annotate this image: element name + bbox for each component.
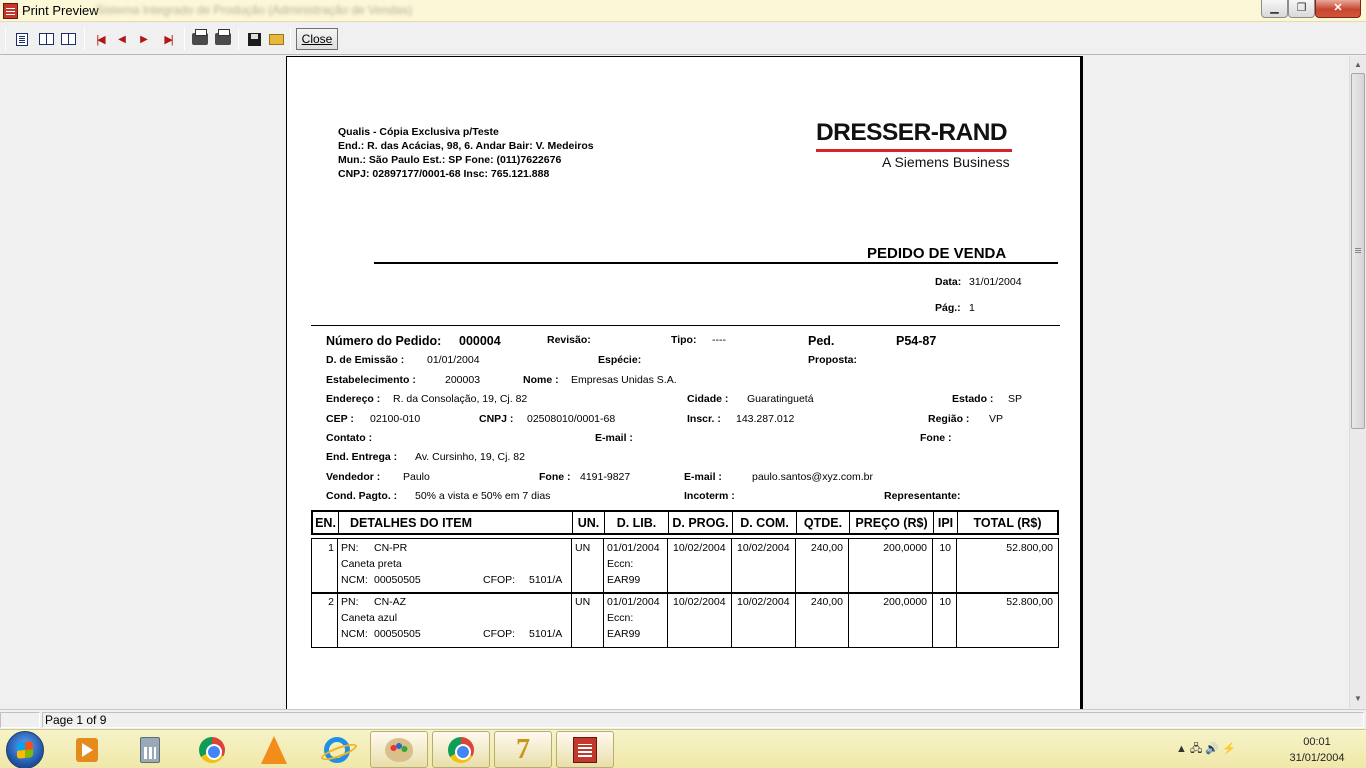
company-address: End.: R. das Acácias, 98, 6. Andar Bair: V. Medeiros [338,140,594,152]
ipi-cell: 10 [933,539,957,593]
release-date-cell [604,593,668,647]
seller-phone-value: 4191-9827 [580,471,631,483]
company-name: Qualis - Cópia Exclusiva p/Teste [338,126,499,138]
chrome-icon [199,737,225,763]
header-rule [311,325,1060,326]
price-cell: 200,0000 [849,593,933,647]
ped-value: P54-87 [896,334,937,348]
issue-date-value: 01/01/2004 [427,354,480,366]
cnpj-value: 02508010/0001-68 [527,413,616,425]
payment-terms-value: 50% a vista e 50% em 7 dias [415,490,551,502]
last-page-icon: ▶| [164,33,172,46]
ncm-label: NCM: [341,574,368,586]
clock[interactable] [1272,734,1362,766]
quantity-cell: 240,00 [796,539,849,593]
price-cell: 200,0000 [849,539,933,593]
report-page [286,56,1083,756]
eccn-value: EAR99 [607,574,641,586]
toolbar-separator [184,28,185,50]
state-value: SP [1008,393,1023,405]
delivery-address-label: End. Entrega : [326,451,398,463]
taskbar-media-player[interactable] [58,731,116,768]
zip-value: 02100-010 [370,413,421,425]
logo-underline [816,149,1012,152]
paper-area[interactable] [0,56,1349,708]
printer-setup-icon [192,33,208,45]
order-number-value: 000004 [459,334,501,348]
first-page-button[interactable] [90,29,110,49]
save-icon [248,33,261,46]
company-cnpj: CNPJ: 02897177/0001-68 Insc: 765.121.888 [338,168,550,180]
preview-area [0,56,1366,708]
page-number-label: Pág.: [935,302,961,314]
chrome-icon [448,737,474,763]
eccn-label: Eccn: [607,558,634,570]
revision-label: Revisão: [547,334,591,346]
media-player-icon [76,738,98,762]
registration-label: Inscr. : [687,413,721,425]
last-page-button[interactable] [158,29,178,49]
total-cell: 52.800,00 [1006,596,1053,608]
taskbar-paint[interactable] [370,731,428,768]
start-button[interactable] [6,731,44,768]
scheduled-date-cell: 10/02/2004 [668,593,732,647]
close-button[interactable]: Close [296,28,338,50]
maximize-button[interactable]: ❐ [1288,0,1315,18]
scrollbar-thumb[interactable] [1351,73,1365,429]
next-page-icon: ▶ [140,33,148,45]
type-value: ---- [712,334,726,346]
phone-label: Fone : [920,432,952,444]
ncm-label: NCM: [341,628,368,640]
first-page-icon: |◀ [96,33,104,46]
commit-date-cell: 10/02/2004 [732,593,796,647]
column-header: TOTAL (R$) [973,516,1042,530]
type-label: Tipo: [671,334,697,346]
region-label: Região : [928,413,970,425]
column-header: EN. [313,512,339,535]
scroll-down-icon[interactable]: ▼ [1354,694,1362,703]
window-subtitle: Sistema Integrado de Produção (Administração de Vendas) [96,3,413,17]
taskbar-chrome[interactable] [183,731,241,768]
pn-value: CN-AZ [374,596,407,608]
issue-date-label: D. de Emissão : [326,354,405,366]
prev-page-button[interactable] [112,29,132,49]
column-header: D. LIB. [605,512,669,535]
ped-label: Ped. [808,334,835,348]
region-value: VP [989,413,1004,425]
print-button[interactable] [213,29,233,49]
column-header: DETALHES DO ITEM [339,512,573,535]
seller-value: Paulo [403,471,430,483]
address-value: R. da Consolação, 19, Cj. 82 [393,393,528,405]
seller-phone-label: Fone : [539,471,571,483]
page-number-value: 1 [969,302,975,314]
two-page-button[interactable] [36,29,56,49]
vlc-icon [261,736,287,764]
release-date-cell [604,539,668,593]
taskbar-chrome-window[interactable] [432,731,490,768]
cnpj-label: CNPJ : [479,413,514,425]
table-row [311,592,1059,648]
establishment-label: Estabelecimento : [326,374,416,386]
internet-explorer-icon [324,737,350,763]
app-icon[interactable] [3,3,18,19]
ipi-cell: 10 [933,593,957,647]
pn-label: PN: [341,542,359,554]
save-button[interactable] [244,29,264,49]
eccn-label: Eccn: [607,612,634,624]
item-details [338,539,572,593]
ncm-value: 00050505 [374,574,421,586]
quantity-cell: 240,00 [796,593,849,647]
window-title: Print Preview [22,3,99,18]
delivery-address-value: Av. Cursinho, 19, Cj. 82 [415,451,525,463]
company-city: Mun.: São Paulo Est.: SP Fone: (011)7622676 [338,154,562,166]
company-block [338,125,594,181]
date-value: 31/01/2004 [969,276,1022,288]
column-header: D. COM. [733,512,797,535]
city-value: Guaratinguetá [747,393,814,405]
minimize-button[interactable]: ▁ [1261,0,1288,18]
print-icon [215,33,231,45]
taskbar-report-app[interactable] [556,731,614,768]
column-header: D. PROG. [669,512,733,535]
table-header [311,510,1059,535]
eccn-value: EAR99 [607,628,641,640]
seller-label: Vendedor : [326,471,381,483]
one-page-icon [16,33,28,46]
system-tray[interactable]: ▲ 🖧 🔊 ⚡ [1176,743,1236,755]
report-app-icon [573,737,597,763]
cfop-value: 5101/A [529,574,563,586]
zoom-page-icon [61,33,76,45]
ncm-value: 00050505 [374,628,421,640]
total-cell: 52.800,00 [1006,542,1053,554]
proposal-label: Proposta: [808,354,858,366]
toolbar [0,23,1366,55]
item-number: 1 [312,539,338,593]
printer-setup-button[interactable] [190,29,210,49]
representative-label: Representante: [884,490,961,502]
unit-cell: UN [572,593,604,647]
column-header: QTDE. [797,512,850,535]
scroll-up-icon[interactable]: ▲ [1354,60,1362,69]
payment-terms-label: Cond. Pagto. : [326,490,398,502]
status-bar [0,709,1366,729]
seven-zip-icon: 7 [516,733,530,765]
clock-time: 00:01 [1303,736,1331,748]
one-page-button[interactable] [12,29,32,49]
unit-cell: UN [572,539,604,593]
name-label: Nome : [523,374,559,386]
state-label: Estado : [952,393,994,405]
seller-email-label: E-mail : [684,471,722,483]
taskbar-calculator[interactable] [121,731,179,768]
calculator-icon [140,737,160,763]
logo-tagline: A Siemens Business [882,154,1010,170]
paint-icon [385,738,413,762]
release-date: 01/01/2004 [607,596,660,608]
open-button[interactable] [266,29,286,49]
pn-value: CN-PR [374,542,408,554]
next-page-button[interactable] [134,29,154,49]
taskbar-internet-explorer[interactable] [308,731,366,768]
vertical-scrollbar[interactable] [1349,56,1366,708]
toolbar-separator [5,28,6,50]
registration-value: 143.287.012 [736,413,795,425]
zip-label: CEP : [326,413,354,425]
pn-label: PN: [341,596,359,608]
taskbar-vlc[interactable] [245,731,303,768]
item-description: Caneta preta [341,558,402,570]
logo-brand: DRESSER-RAND [816,119,1008,146]
address-label: Endereço : [326,393,381,405]
zoom-page-button[interactable] [58,29,78,49]
date-label: Data: [935,276,962,288]
item-details [338,593,572,647]
prev-page-icon: ◀ [118,33,126,45]
release-date: 01/01/2004 [607,542,660,554]
incoterm-label: Incoterm : [684,490,735,502]
status-cell [0,712,40,728]
taskbar-seven-zip[interactable] [494,731,552,768]
toolbar-separator [290,28,291,50]
cfop-value: 5101/A [529,628,563,640]
species-label: Espécie: [598,354,642,366]
contact-label: Contato : [326,432,373,444]
name-value: Empresas Unidas S.A. [571,374,677,386]
column-header: IPI [934,512,958,535]
establishment-value: 200003 [445,374,481,386]
item-description: Caneta azul [341,612,398,624]
cfop-label: CFOP: [483,628,516,640]
table-row [311,538,1059,594]
commit-date-cell: 10/02/2004 [732,539,796,593]
item-number: 2 [312,593,338,647]
cfop-label: CFOP: [483,574,516,586]
title-bar [0,0,1366,22]
title-rule [374,262,1058,264]
order-number-label: Número do Pedido: [326,334,442,348]
open-icon [269,34,284,45]
document-title: PEDIDO DE VENDA [867,245,1007,262]
clock-date: 31/01/2004 [1289,752,1345,764]
company-logo [816,119,1021,171]
column-header: UN. [573,512,605,535]
scheduled-date-cell: 10/02/2004 [668,539,732,593]
email-label: E-mail : [595,432,633,444]
toolbar-separator [238,28,239,50]
close-window-button[interactable]: ✕ [1315,0,1361,18]
toolbar-separator [84,28,85,50]
taskbar [0,729,1366,768]
seller-email-value: paulo.santos@xyz.com.br [752,471,873,483]
column-header: PREÇO (R$) [850,512,934,535]
page-indicator: Page 1 of 9 [42,712,1364,728]
two-page-icon [39,33,54,45]
city-label: Cidade : [687,393,729,405]
